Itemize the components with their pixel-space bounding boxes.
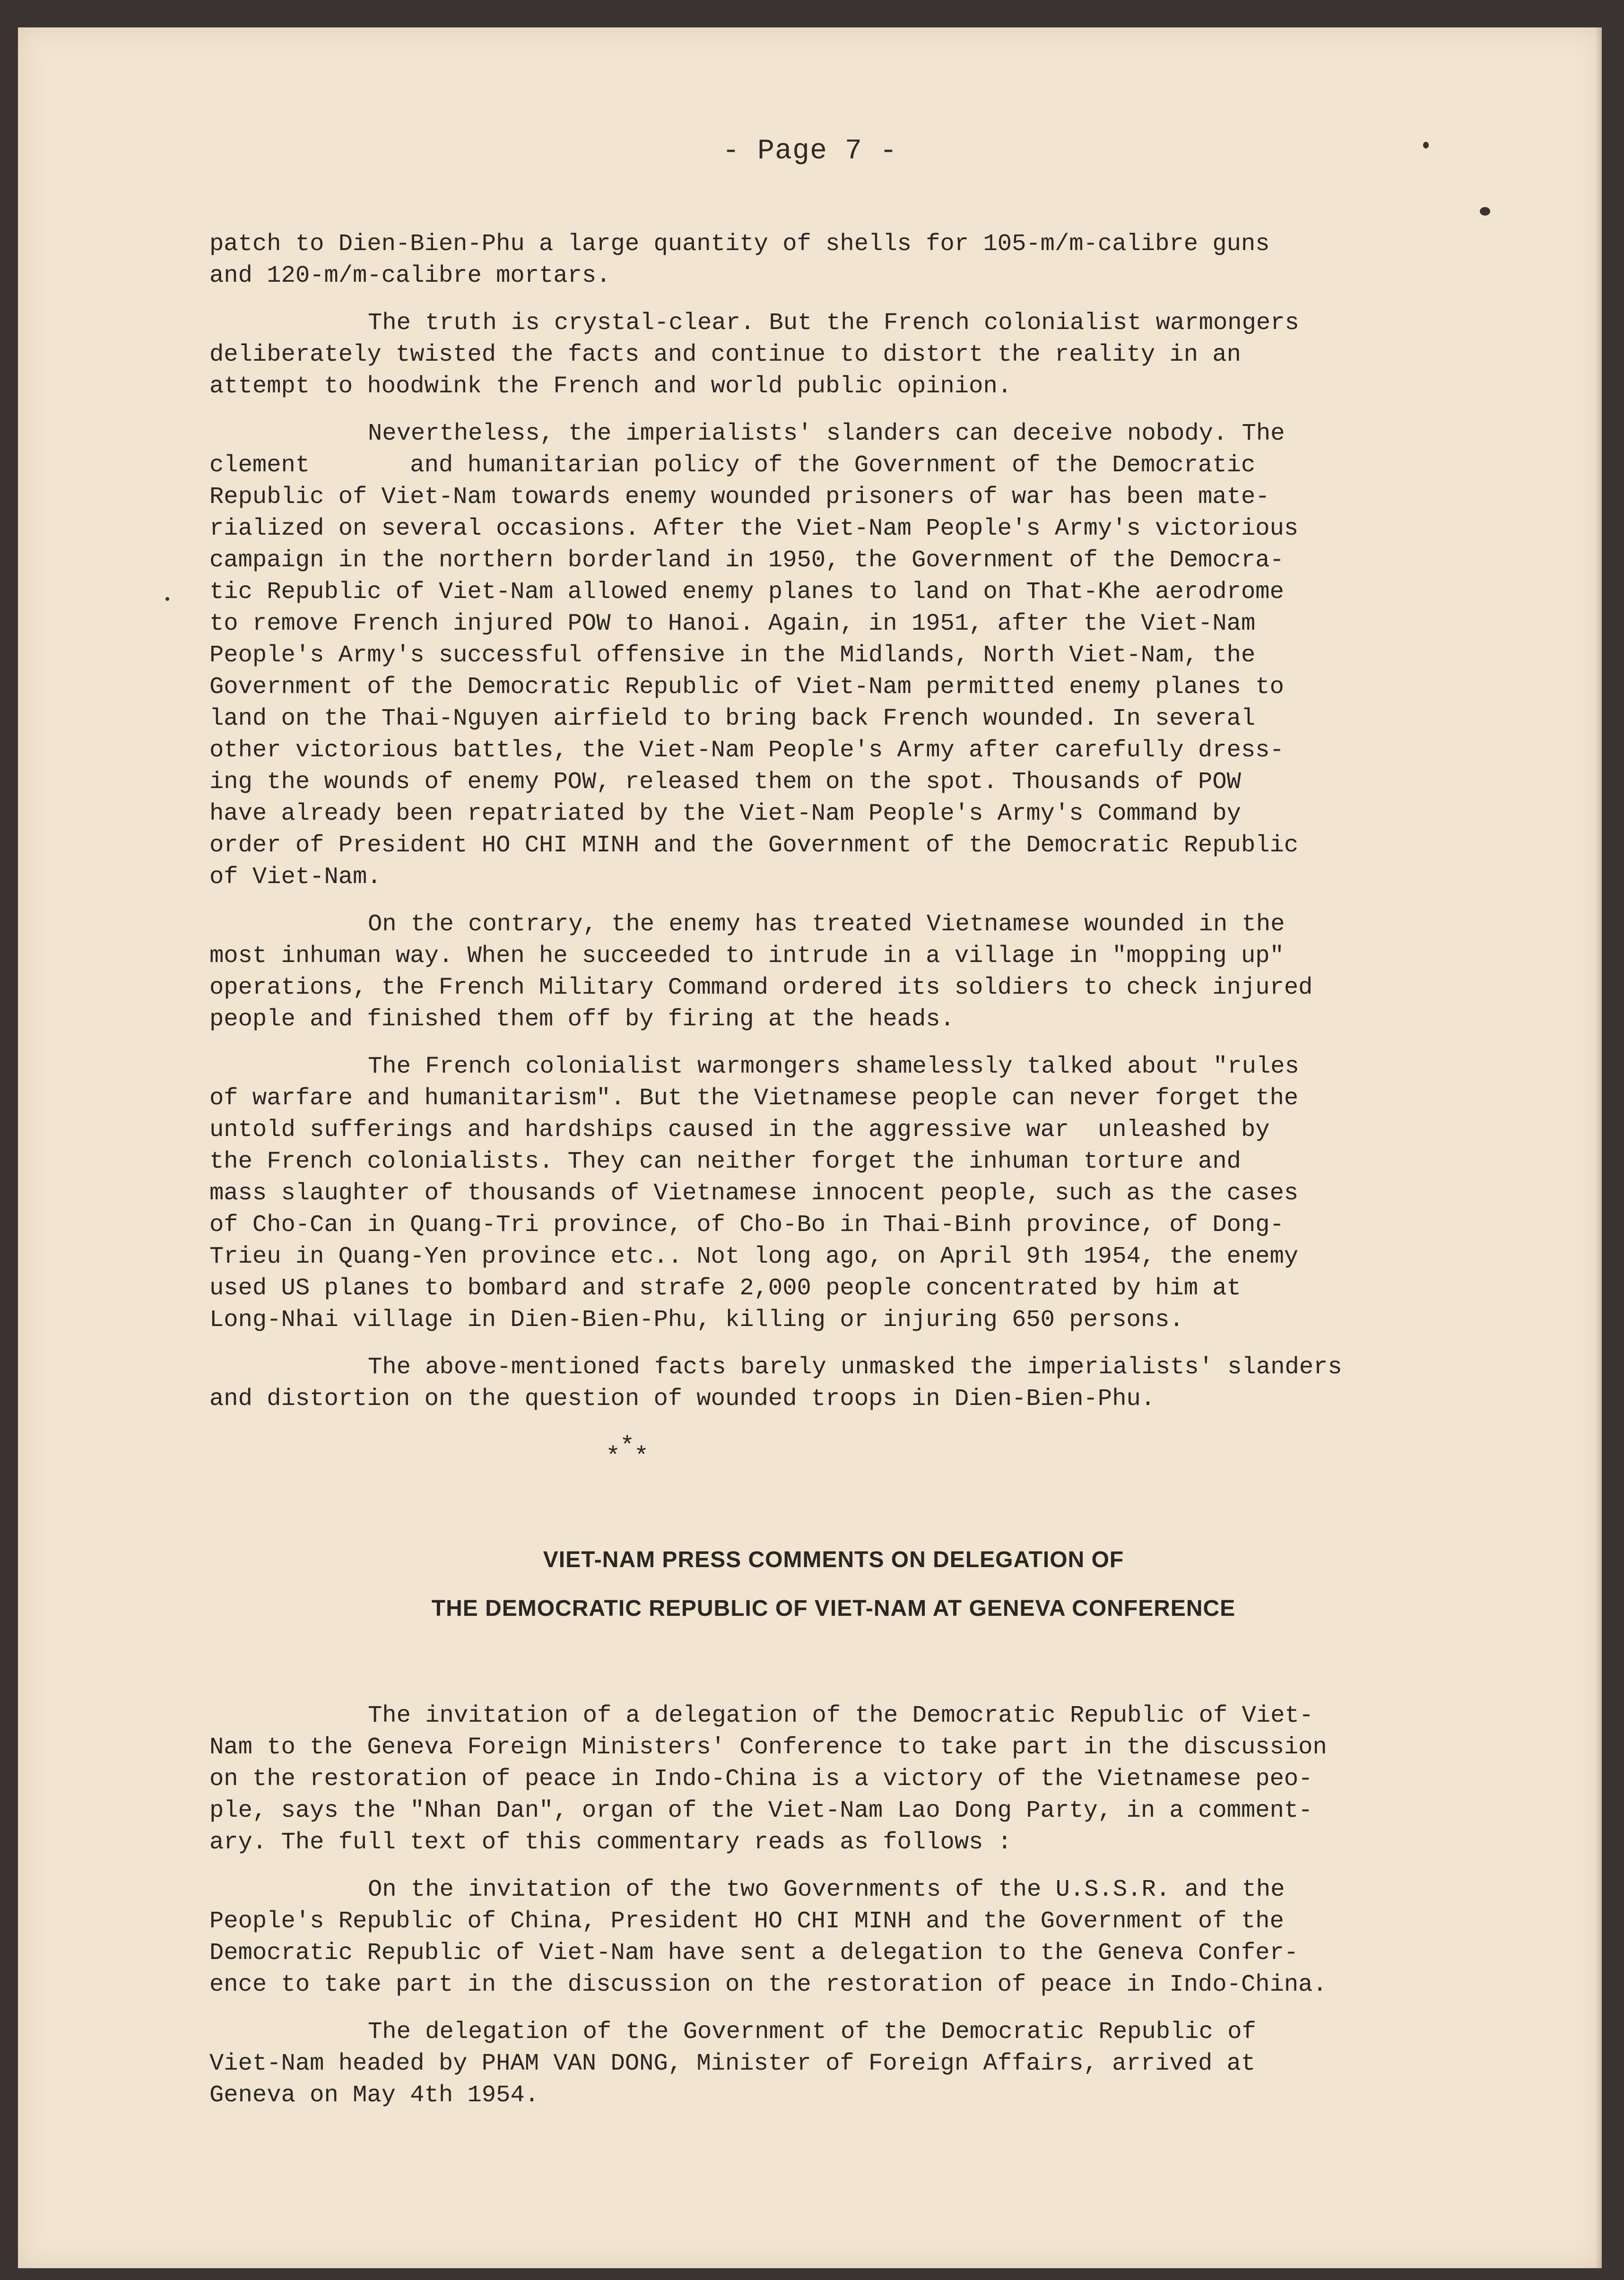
paragraph: patch to Dien-Bien-Phu a large quantity of shells for 105-m/m-calibre guns and 120-m/m-calibre mortars.	[209, 231, 1270, 289]
paragraph: Nevertheless, the imperialists' slanders can deceive nobody. The clement and humanitarian policy of the Government of the Democratic Republic of Viet-Nam towards enemy wounded prisoners of war has been mate- rialized on several occasions. After the Viet-Nam People's Army's victorious campaign in the northern borderland in 1950, the Government of the Democra- tic Republic of Viet-Nam allowed enemy planes to land on That-Khe aerodrome to remove French injured POW to Hanoi. Again, in 1951, after the Viet-Nam People's Army's successful offensive in the Midlands, North Viet-Nam, the Government of the Democratic Republic of Viet-Nam permitted enemy planes to land on the Thai-Nguyen airfield to bring back French wounded. In several other victorious battles, the Viet-Nam People's Army after carefully dress- ing the wounds of enemy POW, released them on the spot. Thousands of POW have already been repatriated by the Viet-Nam People's Army's Command by order of President HO CHI MINH and the Government of the Democratic Republic of Viet-Nam.	[209, 420, 1299, 891]
page-body	[209, 228, 1486, 2127]
paragraph: The invitation of a delegation of the Democratic Republic of Viet- Nam to the Geneva Foreign Ministers' Conference to take part in the discussion on the restoration of peace in Indo-China is a victory of the Vietnamese peo- ple, says the "Nhan Dan", organ of the Viet-Nam Lao Dong Party, in a comment- ary. The full text of this commentary reads as follows :	[209, 1702, 1327, 1856]
separator-star: *	[620, 1432, 635, 1460]
paragraph: On the invitation of the two Governments of the U.S.S.R. and the People's Republic of China, President HO CHI MINH and the Government of the Democratic Republic of Viet-Nam have sent a delegation to the Geneva Confer- ence to take part in the discussion on the restoration of peace in Indo-China.	[209, 1876, 1327, 1998]
paragraph: The truth is crystal-clear. But the French colonialist warmongers deliberately twisted the facts and continue to distort the reality in an attempt to hoodwink the French and world public opinion.	[209, 310, 1299, 400]
page-number: - Page 7 -	[722, 135, 898, 167]
paragraph: The French colonialist warmongers shamelessly talked about "rules of warfare and humanitarism". But the Vietnamese people can never forget the untold sufferings and hardships caused in the aggressive war unleashed by the French colonialists. They can neither forget the inhuman torture and mass slaughter of thousands of Vietnamese innocent people, such as the cases of Cho-Can in Quang-Tri province, of Cho-Bo in Thai-Binh province, of Dong- Trieu in Quang-Yen province etc.. Not long ago, on April 9th 1954, the enemy used US planes to bombard and strafe 2,000 people concentrated by him at Long-Nhai village in Dien-Bien-Phu, killing or injuring 650 persons.	[209, 1053, 1299, 1334]
separator-star: *	[606, 1443, 621, 1471]
paragraph: The delegation of the Government of the Democratic Republic of Viet-Nam headed by PHAM VAN DONG, Minister of Foreign Affairs, arrived at Geneva on May 4th 1954.	[209, 2019, 1256, 2109]
section-separator	[20, 1430, 1486, 1511]
page-edge-shadow	[1595, 27, 1602, 2268]
ink-speck	[1423, 142, 1429, 148]
ink-speck	[1480, 207, 1490, 216]
separator-star: *	[634, 1443, 649, 1471]
document-page	[18, 27, 1602, 2268]
section-heading: THE DEMOCRATIC REPUBLIC OF VIET-NAM AT GENEVA CONFERENCE	[431, 1596, 1236, 1621]
paragraph: On the contrary, the enemy has treated Vietnamese wounded in the most inhuman way. When he succeeded to intrude in a village in "mopping up" operations, the French Military Command ordered its soldiers to check injured people and finished them off by firing at the heads.	[209, 911, 1313, 1033]
section-heading: VIET-NAM PRESS COMMENTS ON DELEGATION OF	[543, 1547, 1124, 1572]
ink-speck	[165, 597, 169, 601]
paragraph: The above-mentioned facts barely unmasked the imperialists' slanders and distortion on the question of wounded troops in Dien-Bien-Phu.	[209, 1354, 1342, 1413]
